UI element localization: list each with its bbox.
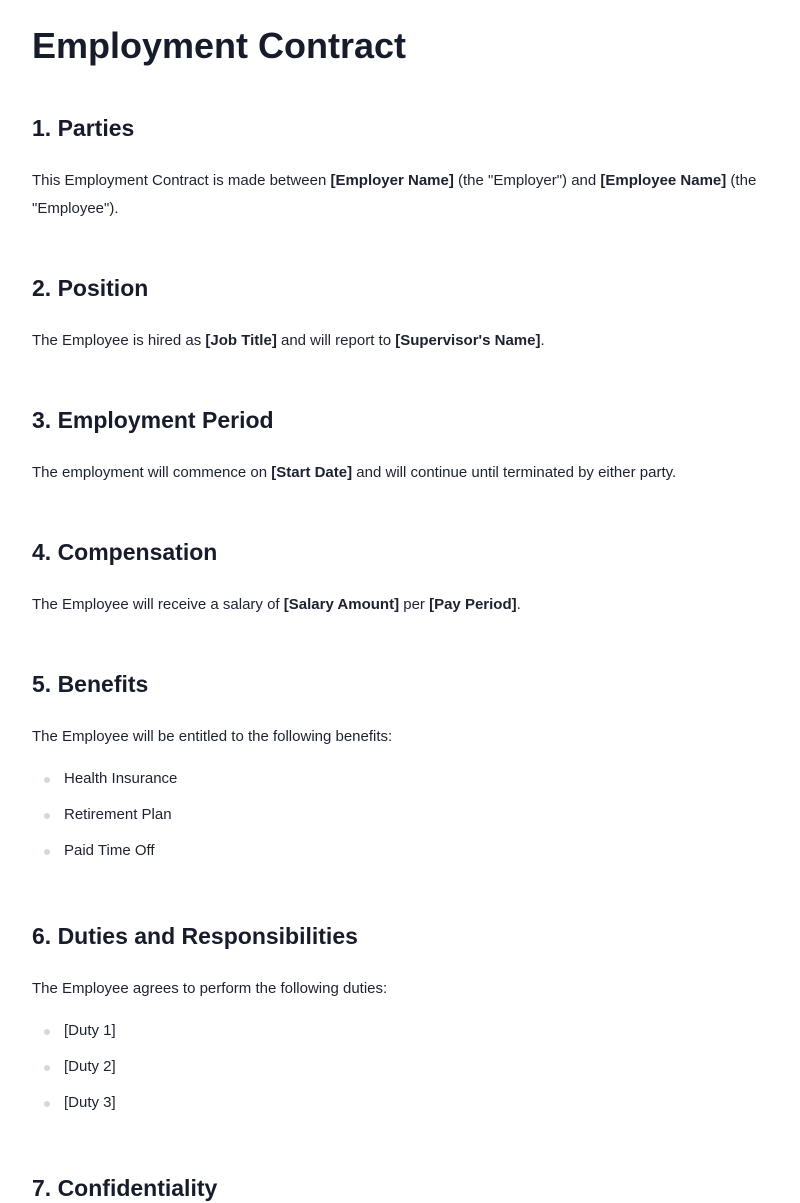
placeholder-employee-name: [Employee Name]	[600, 172, 727, 189]
section-paragraph	[32, 459, 772, 487]
list-item-label: [Duty 2]	[64, 1058, 116, 1075]
paragraph-text: per	[399, 596, 430, 613]
paragraph-text: .	[540, 332, 545, 349]
section-employment-period	[32, 405, 772, 487]
paragraph-text: (the "Employee").	[32, 172, 757, 217]
section-benefits	[32, 669, 772, 877]
benefits-list	[32, 769, 772, 861]
paragraph-text: The Employee will receive a salary of	[32, 596, 284, 613]
placeholder-supervisor-name: [Supervisor's Name]	[395, 332, 541, 349]
list-item-label: Paid Time Off	[64, 842, 155, 859]
list-item	[32, 1057, 772, 1077]
page-title: Employment Contract	[32, 25, 407, 66]
paragraph-text: and will continue until terminated by either party.	[352, 464, 677, 481]
bullet-icon	[44, 777, 50, 783]
paragraph-text: .	[516, 596, 521, 613]
section-heading: 5. Benefits	[32, 671, 149, 697]
bullet-icon	[44, 849, 50, 855]
paragraph-text: The employment will commence on	[32, 464, 272, 481]
list-item-label: Health Insurance	[64, 770, 178, 787]
placeholder-pay-period: [Pay Period]	[429, 596, 517, 613]
section-confidentiality	[32, 1173, 772, 1203]
list-item	[32, 1021, 772, 1041]
section-heading: 1. Parties	[32, 115, 135, 141]
placeholder-start-date: [Start Date]	[271, 464, 353, 481]
list-item	[32, 805, 772, 825]
placeholder-job-title: [Job Title]	[205, 332, 277, 349]
section-position	[32, 273, 772, 355]
section-paragraph: The Employee will be entitled to the following benefits:	[32, 728, 393, 745]
section-heading: 3. Employment Period	[32, 407, 274, 433]
list-item-label: [Duty 1]	[64, 1022, 116, 1039]
section-paragraph	[32, 167, 772, 223]
paragraph-text: The Employee is hired as	[32, 332, 206, 349]
section-heading: 7. Confidentiality	[32, 1175, 218, 1201]
paragraph-text: This Employment Contract is made between	[32, 172, 331, 189]
list-item-label: [Duty 3]	[64, 1094, 116, 1111]
list-item	[32, 769, 772, 789]
paragraph-text: and will report to	[276, 332, 396, 349]
list-item	[32, 1093, 772, 1113]
duties-list	[32, 1021, 772, 1113]
placeholder-salary-amount: [Salary Amount]	[283, 596, 400, 613]
placeholder-employer-name: [Employer Name]	[330, 172, 454, 189]
section-parties	[32, 113, 772, 223]
section-paragraph	[32, 591, 772, 619]
bullet-icon	[44, 1029, 50, 1035]
bullet-icon	[44, 1101, 50, 1107]
section-paragraph: The Employee agrees to perform the following duties:	[32, 980, 388, 997]
section-heading: 4. Compensation	[32, 539, 218, 565]
paragraph-text: (the "Employer") and	[453, 172, 601, 189]
section-duties	[32, 921, 772, 1129]
section-heading: 2. Position	[32, 275, 149, 301]
list-item-label: Retirement Plan	[64, 806, 172, 823]
section-heading: 6. Duties and Responsibilities	[32, 923, 358, 949]
bullet-icon	[44, 1065, 50, 1071]
section-paragraph	[32, 327, 772, 355]
list-item	[32, 841, 772, 861]
bullet-icon	[44, 813, 50, 819]
section-compensation	[32, 537, 772, 619]
